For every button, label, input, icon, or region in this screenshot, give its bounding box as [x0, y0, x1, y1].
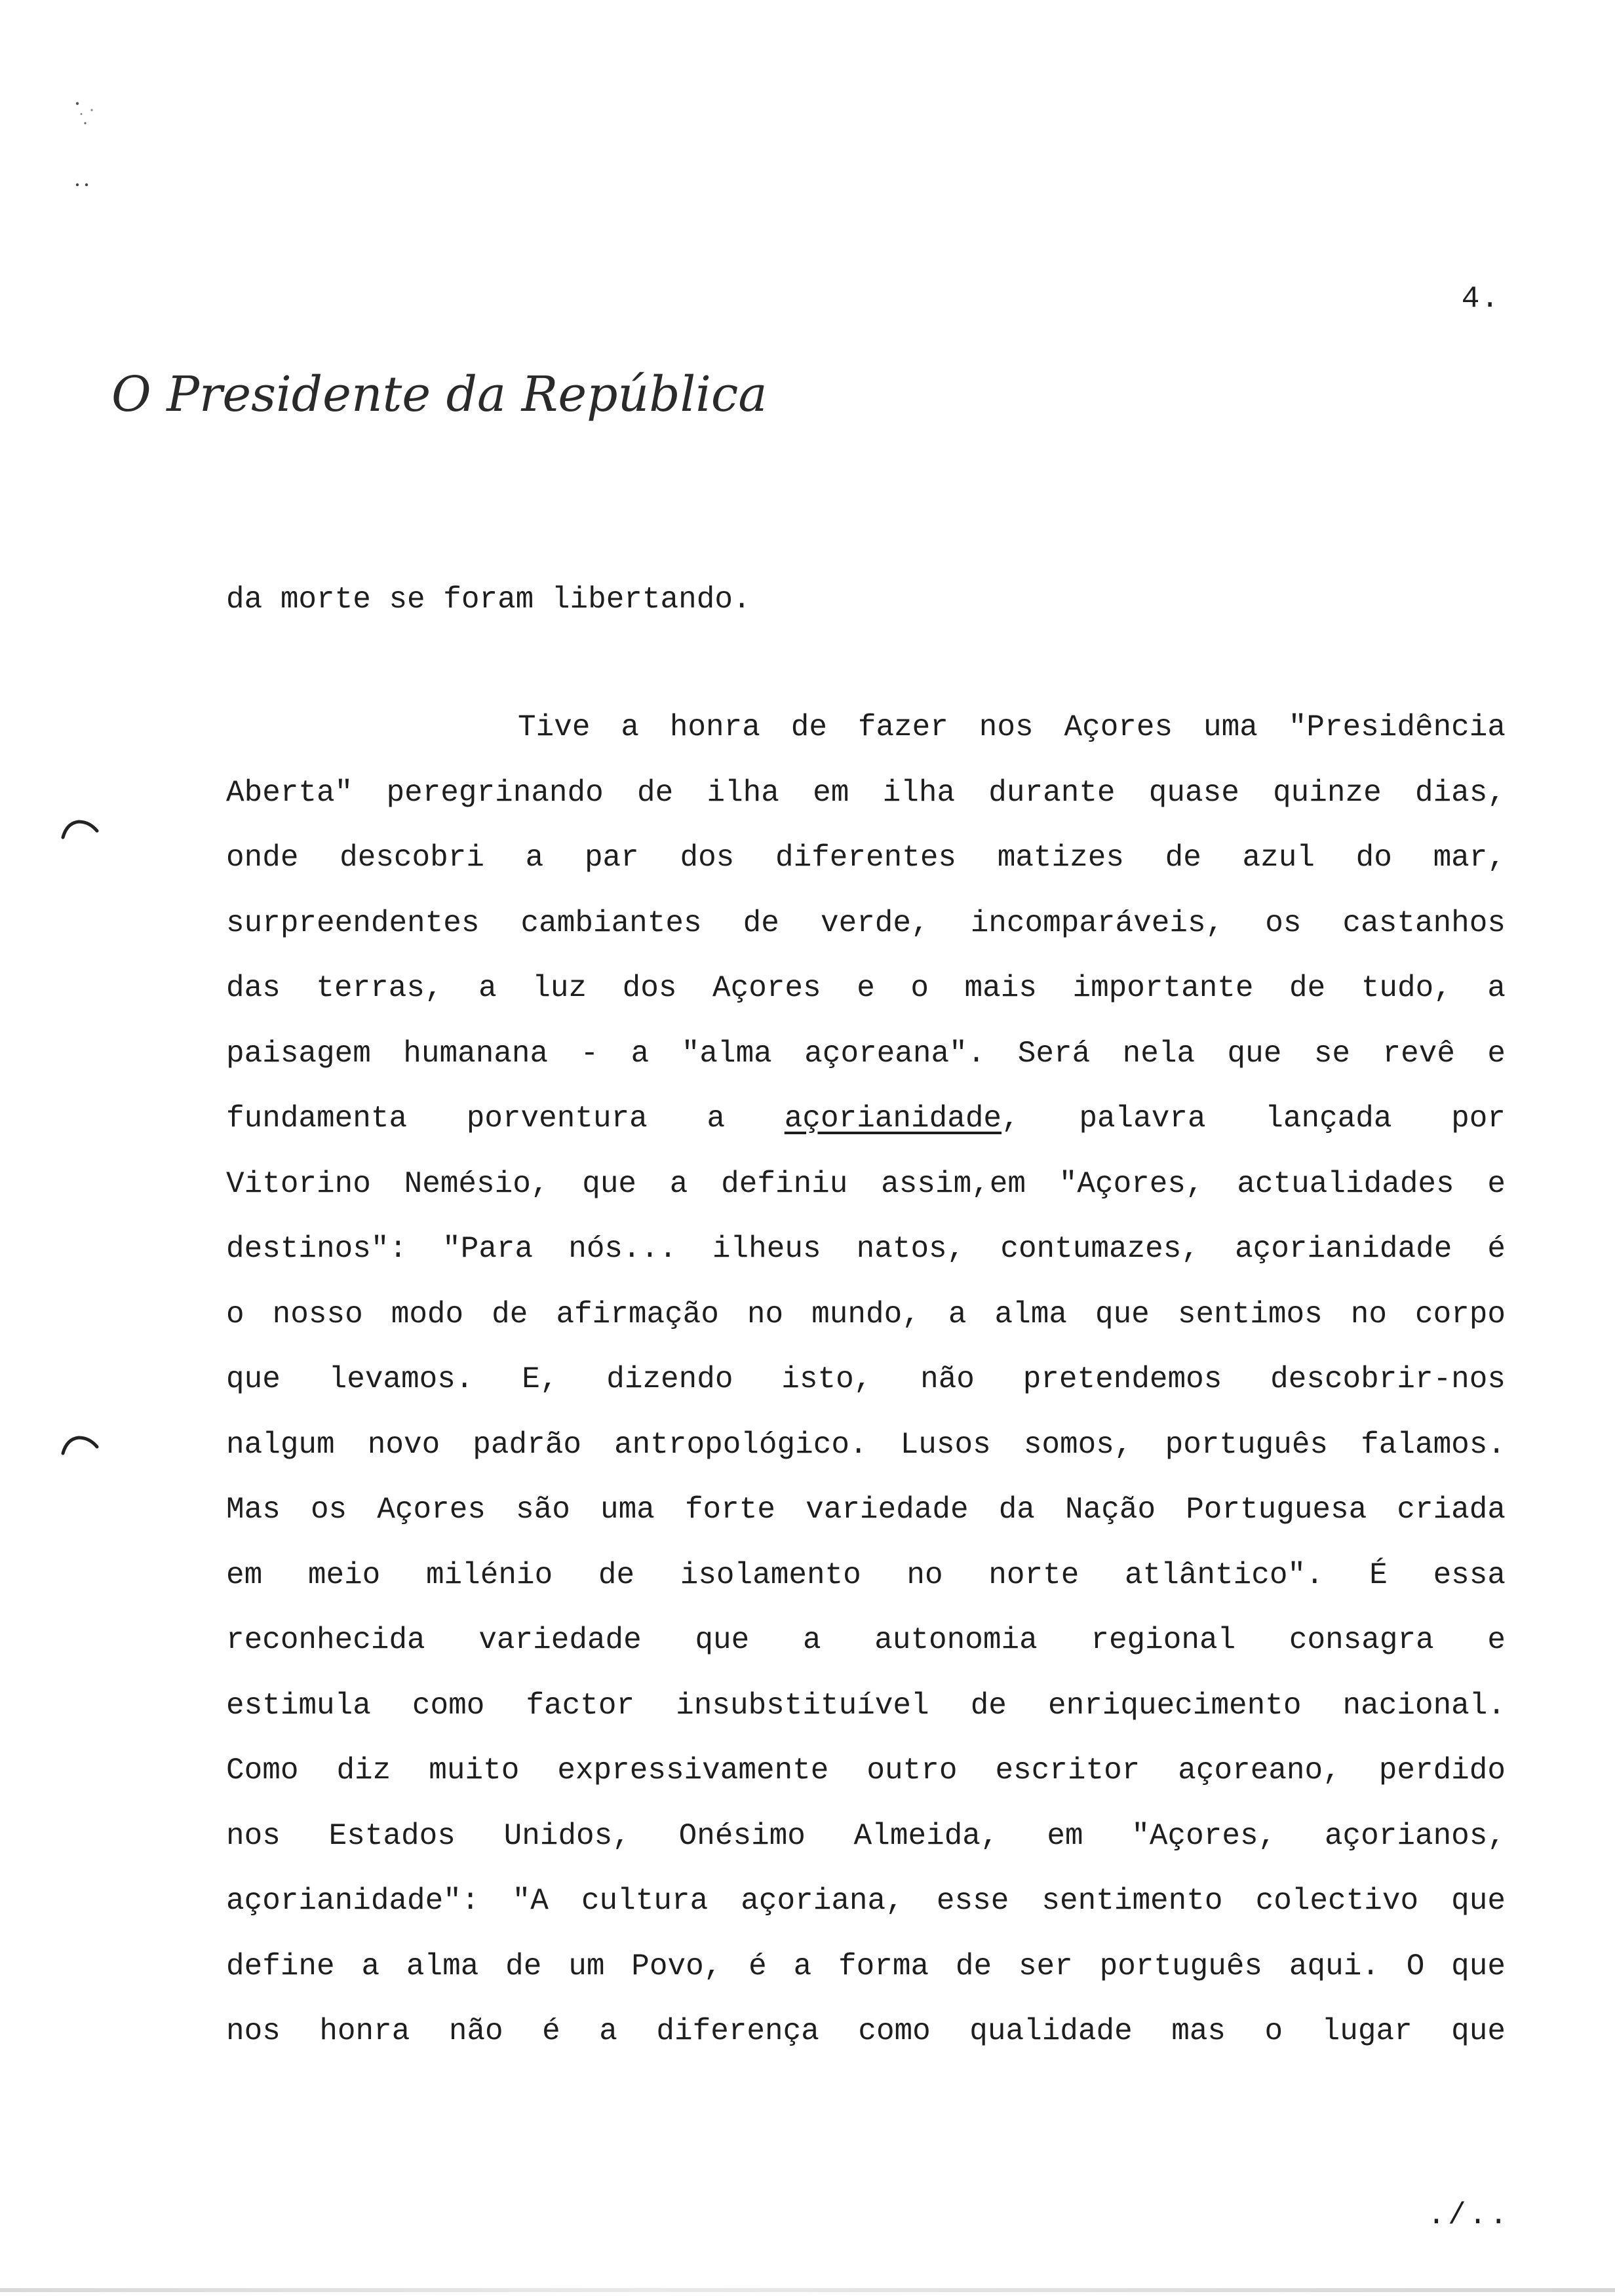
paragraph-line: em meio milénio de isolamento no norte atlântico". É essa	[226, 1558, 1506, 1592]
paragraph-line: Aberta" peregrinando de ilha em ilha durante quase quinze dias,	[226, 775, 1506, 810]
page-number: 4.	[1461, 282, 1500, 316]
paragraph-line: define a alma de um Povo, é a forma de ser português aqui. O que	[226, 1949, 1506, 1983]
paragraph-line: que levamos. E, dizendo isto, não pretendemos descobrir-nos	[226, 1362, 1506, 1396]
margin-mark-top	[60, 818, 100, 840]
paragraph-line: açorianidade": "A cultura açoriana, esse sentimento colectivo que	[226, 1884, 1506, 1918]
paragraph-line: das terras, a luz dos Açores e o mais importante de tudo, a	[226, 971, 1506, 1005]
scan-bottom-edge	[0, 2288, 1615, 2292]
line-segment: fundamenta porventura a	[226, 1101, 726, 1136]
main-paragraph	[226, 695, 1506, 2065]
paragraph-line: Como diz muito expressivamente outro escritor açoreano, perdido	[226, 1753, 1506, 1788]
paragraph-line: Vitorino Nemésio, que a definiu assim,em "Açores, actualidades e	[226, 1166, 1506, 1201]
continuation-mark: ./..	[1427, 2198, 1510, 2232]
paragraph-line: paisagem humanana - a "alma açoreana". Será nela que se revê e	[226, 1036, 1506, 1071]
margin-mark-bottom	[60, 1434, 100, 1456]
paragraph-line: nos honra não é a diferença como qualidade mas o lugar que	[226, 2014, 1506, 2048]
paragraph-line: surpreendentes cambiantes de verde, incomparáveis, os castanhos	[226, 906, 1506, 940]
paragraph-line: Tive a honra de fazer nos Açores uma "Presidência	[518, 710, 1506, 744]
underlined-word: açorianidade	[784, 1101, 1002, 1136]
letterhead-text: O Presidente da República	[111, 366, 768, 423]
paragraph-line: estimula como factor insubstituível de enriquecimento nacional.	[226, 1688, 1506, 1723]
paragraph-line: nos Estados Unidos, Onésimo Almeida, em "Açores, açorianos,	[226, 1818, 1506, 1853]
paragraph-line: Mas os Açores são uma forte variedade da Nação Portuguesa criada	[226, 1493, 1506, 1527]
paragraph-line-underlined	[226, 1086, 1506, 1152]
opening-line: da morte se foram libertando.	[226, 583, 751, 617]
paragraph-line: onde descobri a par dos diferentes matizes de azul do mar,	[226, 841, 1506, 875]
letterhead-script	[111, 357, 768, 429]
scan-artifact-dots	[66, 85, 125, 203]
paragraph-line: destinos": "Para nós... ilheus natos, contumazes, açorianidade é	[226, 1232, 1506, 1266]
paragraph-line: reconhecida variedade que a autonomia regional consagra e	[226, 1623, 1506, 1657]
paragraph-line: o nosso modo de afirmação no mundo, a alma que sentimos no corpo	[226, 1297, 1506, 1331]
letter-body	[226, 567, 1506, 2065]
line-segment: , palavra lançada por	[1002, 1101, 1506, 1136]
paragraph-line: nalgum novo padrão antropológico. Lusos somos, português falamos.	[226, 1427, 1506, 1462]
